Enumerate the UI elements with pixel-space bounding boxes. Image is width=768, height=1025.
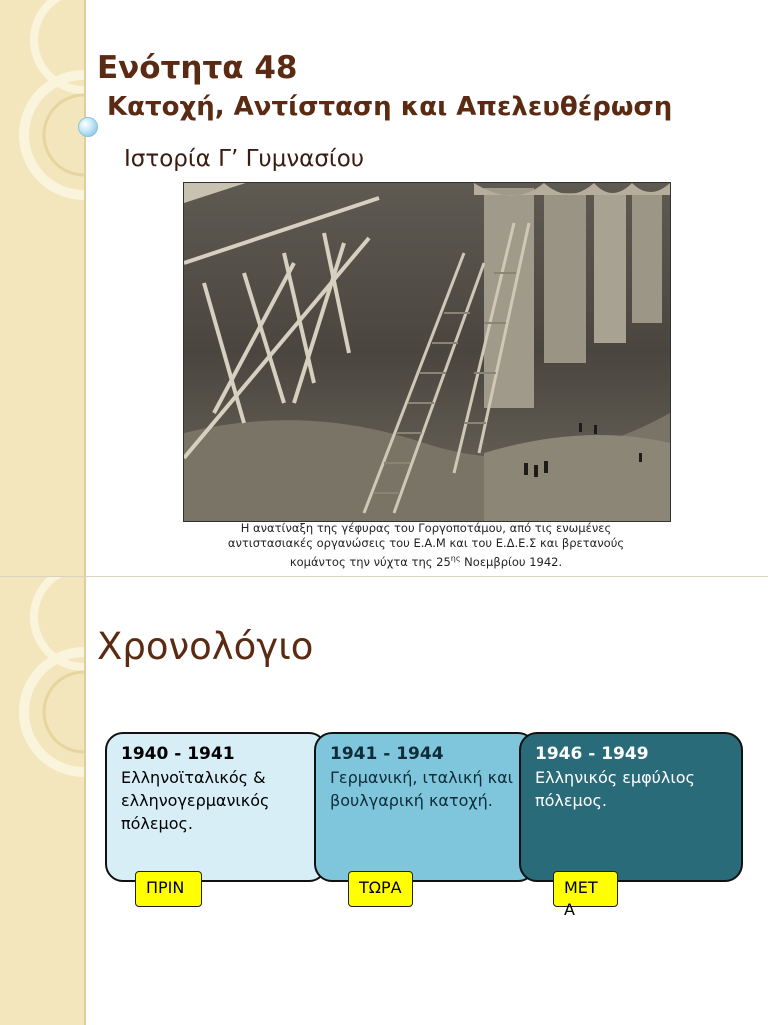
- tag-before: [135, 871, 202, 907]
- decorative-rings-icon: [0, 0, 84, 576]
- tag-now: [348, 871, 413, 907]
- slide-subtitle: Κατοχή, Αντίσταση και Απελευθέρωση: [107, 92, 673, 122]
- timeline-box-1946: [519, 732, 743, 882]
- timeline-description: Ελληνοϊταλικός & ελληνογερμανικός πόλεμος.: [121, 768, 270, 833]
- slide-2: [0, 576, 768, 1025]
- tag-label: ΜΕΤΑ: [564, 878, 598, 919]
- caption-line-1: Η ανατίναξη της γέφυρας του Γοργοποτάμου, από τις ενωμένες: [240, 521, 612, 535]
- unit-title: Ενότητα 48: [97, 50, 298, 86]
- timeline-years: 1940 - 1941: [121, 744, 235, 764]
- timeline-box-1940: [105, 732, 327, 882]
- caption-superscript: ης: [450, 554, 461, 563]
- timeline-description: Ελληνικός εμφύλιος πόλεμος.: [535, 768, 695, 810]
- tag-label: ΠΡΙΝ: [146, 878, 185, 897]
- photo-caption: [183, 521, 669, 570]
- caption-line-3: [183, 551, 669, 570]
- decorative-sidebar: [0, 0, 86, 576]
- caption-line-3-end: Νοεμβρίου 1942.: [460, 554, 563, 569]
- decorative-rings-icon: [0, 577, 84, 1025]
- timeline-years: 1941 - 1944: [330, 744, 444, 764]
- bridge-ruins-photo-icon: [184, 183, 670, 521]
- bridge-ruins-photo: [183, 182, 671, 522]
- tag-after: [553, 871, 618, 919]
- timeline-years: 1946 - 1949: [535, 744, 649, 764]
- caption-line-3-start: κομάντος την νύχτα της 25: [289, 554, 451, 569]
- decorative-sidebar: [0, 577, 86, 1025]
- timeline-box-1941: [314, 732, 536, 882]
- timeline-description: Γερμανική, ιταλική και βουλγαρική κατοχή.: [330, 768, 514, 810]
- caption-line-2: αντιστασιακές οργανώσεις του Ε.Α.Μ και του Ε.Δ.Ε.Σ και βρετανούς: [227, 536, 625, 550]
- glossy-blue-dot-icon: [78, 117, 98, 137]
- chronology-title: Χρονολόγιο: [97, 625, 314, 668]
- course-name: Ιστορία Γ’ Γυμνασίου: [124, 146, 365, 172]
- tag-label: ΤΩΡΑ: [359, 878, 402, 897]
